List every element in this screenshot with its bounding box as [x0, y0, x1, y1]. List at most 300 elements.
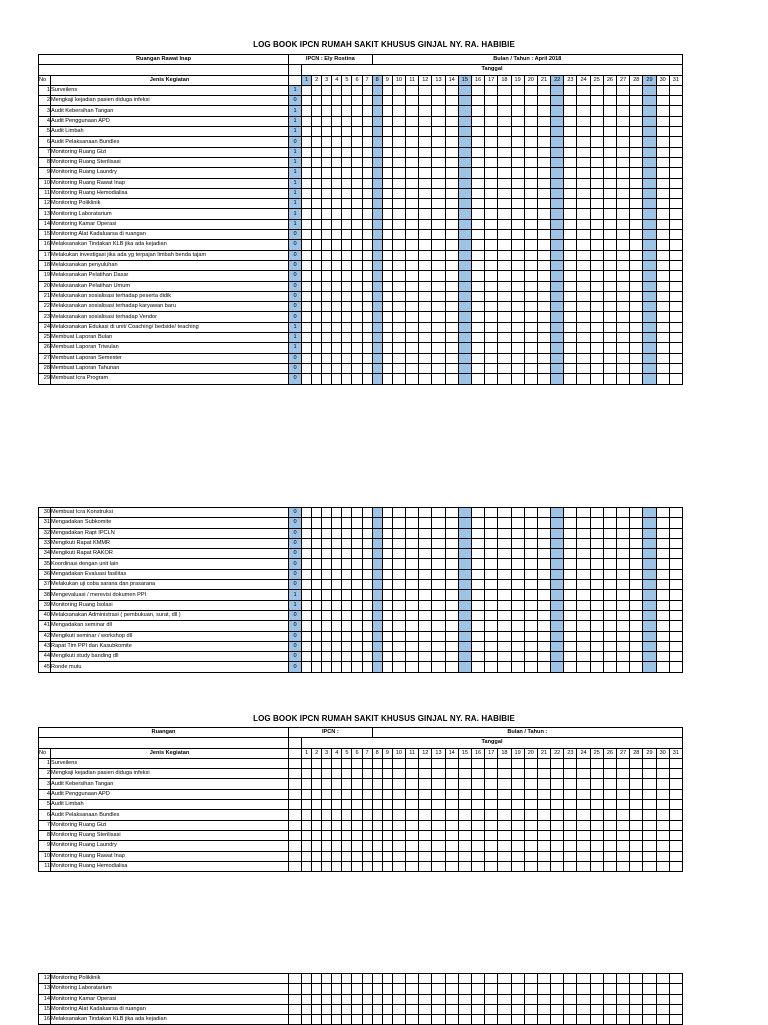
- day-cell: [342, 631, 352, 641]
- day-cell: [342, 374, 352, 384]
- day-cell: [392, 168, 405, 178]
- day-cell: [471, 147, 484, 157]
- day-cell: [406, 518, 419, 528]
- row-number: 13: [39, 209, 51, 219]
- row-number: 31: [39, 518, 51, 528]
- day-cell: [362, 528, 372, 538]
- day-cell: [498, 363, 511, 373]
- day-cell: [551, 631, 564, 641]
- table-row: [39, 230, 683, 240]
- day-cell: [406, 260, 419, 270]
- day-cell: [498, 271, 511, 281]
- day-cell: [485, 569, 498, 579]
- day-cell: [630, 820, 643, 830]
- day-cell: [564, 116, 577, 126]
- day-cell: [656, 157, 669, 167]
- day-cell: [322, 641, 332, 651]
- day-cell: [372, 219, 382, 229]
- day-cell: [312, 830, 322, 840]
- day-cell: [485, 116, 498, 126]
- day-cell: [564, 508, 577, 518]
- blank-cell: [289, 65, 302, 75]
- day-cell: [458, 333, 471, 343]
- day-cell: [458, 343, 471, 353]
- day-cell: [617, 559, 630, 569]
- day-cell: [445, 580, 458, 590]
- day-cell: [537, 800, 550, 810]
- day-cell: [352, 830, 362, 840]
- day-cell: [392, 374, 405, 384]
- day-cell: [419, 580, 432, 590]
- day-cell: [445, 621, 458, 631]
- activity-name: Melaksanakan Administrasi ( pembukuan, surat, dll ): [51, 610, 289, 620]
- day-cell: [577, 178, 590, 188]
- row-number: 43: [39, 641, 51, 651]
- day-number: 2: [312, 748, 322, 758]
- day-cell: [551, 662, 564, 672]
- day-cell: [551, 147, 564, 157]
- day-cell: [511, 116, 524, 126]
- day-number: 26: [603, 748, 616, 758]
- activity-count: 1: [289, 168, 302, 178]
- day-cell: [471, 830, 484, 840]
- day-cell: [352, 199, 362, 209]
- activity-name: Membuat Laporan Semester: [51, 353, 289, 363]
- day-cell: [643, 168, 656, 178]
- bulan-tahun-label: Bulan / Tahun : April 2018: [372, 55, 682, 65]
- activity-count: [289, 758, 302, 768]
- day-cell: [656, 800, 669, 810]
- activity-count: 0: [289, 137, 302, 147]
- day-cell: [352, 96, 362, 106]
- day-cell: [511, 199, 524, 209]
- day-cell: [332, 147, 342, 157]
- activity-count: 0: [289, 312, 302, 322]
- day-cell: [551, 188, 564, 198]
- day-cell: [590, 322, 603, 332]
- day-cell: [498, 528, 511, 538]
- day-cell: [372, 147, 382, 157]
- day-cell: [382, 199, 392, 209]
- day-cell: [669, 518, 682, 528]
- day-cell: [498, 230, 511, 240]
- day-cell: [382, 271, 392, 281]
- table-row: [39, 127, 683, 137]
- day-cell: [458, 260, 471, 270]
- day-cell: [617, 851, 630, 861]
- day-cell: [322, 199, 332, 209]
- bulan-tahun-label: Bulan / Tahun :: [372, 728, 682, 738]
- day-cell: [445, 974, 458, 984]
- table-row: [39, 1015, 683, 1025]
- day-number: 5: [342, 75, 352, 85]
- day-cell: [485, 188, 498, 198]
- day-cell: [564, 984, 577, 994]
- day-cell: [302, 188, 312, 198]
- day-cell: [524, 549, 537, 559]
- day-cell: [656, 810, 669, 820]
- day-cell: [322, 333, 332, 343]
- day-cell: [332, 758, 342, 768]
- day-cell: [445, 240, 458, 250]
- day-cell: [669, 800, 682, 810]
- day-cell: [524, 580, 537, 590]
- day-cell: [511, 85, 524, 95]
- day-cell: [537, 810, 550, 820]
- day-cell: [332, 353, 342, 363]
- day-cell: [564, 590, 577, 600]
- day-cell: [332, 600, 342, 610]
- day-cell: [392, 322, 405, 332]
- day-cell: [511, 230, 524, 240]
- day-cell: [643, 810, 656, 820]
- day-cell: [537, 769, 550, 779]
- day-cell: [322, 127, 332, 137]
- day-cell: [332, 188, 342, 198]
- day-number: 21: [537, 75, 550, 85]
- day-cell: [603, 974, 616, 984]
- day-cell: [603, 85, 616, 95]
- day-cell: [312, 662, 322, 672]
- day-cell: [577, 652, 590, 662]
- row-number: 15: [39, 1004, 51, 1014]
- activity-name: Mengikuti Rapat RAKOR: [51, 549, 289, 559]
- day-cell: [471, 291, 484, 301]
- day-cell: [564, 147, 577, 157]
- day-cell: [372, 779, 382, 789]
- day-cell: [511, 861, 524, 871]
- day-cell: [471, 199, 484, 209]
- day-cell: [669, 116, 682, 126]
- day-cell: [471, 127, 484, 137]
- day-number: 22: [551, 75, 564, 85]
- day-cell: [322, 610, 332, 620]
- day-cell: [617, 549, 630, 559]
- day-cell: [511, 994, 524, 1004]
- day-cell: [302, 984, 312, 994]
- day-cell: [432, 631, 445, 641]
- day-cell: [471, 984, 484, 994]
- day-cell: [352, 621, 362, 631]
- day-cell: [458, 250, 471, 260]
- day-cell: [498, 116, 511, 126]
- day-number: 24: [577, 75, 590, 85]
- day-cell: [643, 528, 656, 538]
- day-cell: [603, 569, 616, 579]
- day-cell: [485, 830, 498, 840]
- no-label: No: [39, 75, 51, 85]
- day-cell: [669, 85, 682, 95]
- row-number: 34: [39, 549, 51, 559]
- day-cell: [485, 199, 498, 209]
- day-cell: [669, 851, 682, 861]
- day-cell: [564, 168, 577, 178]
- day-cell: [312, 851, 322, 861]
- day-cell: [498, 631, 511, 641]
- day-cell: [432, 363, 445, 373]
- day-cell: [656, 641, 669, 651]
- day-cell: [498, 302, 511, 312]
- day-cell: [617, 810, 630, 820]
- day-cell: [471, 219, 484, 229]
- table-row: [39, 830, 683, 840]
- day-cell: [617, 841, 630, 851]
- row-number: 5: [39, 800, 51, 810]
- day-cell: [342, 559, 352, 569]
- day-cell: [511, 147, 524, 157]
- day-cell: [362, 652, 372, 662]
- day-cell: [603, 800, 616, 810]
- row-number: 2: [39, 769, 51, 779]
- day-number: 30: [656, 748, 669, 758]
- day-cell: [392, 631, 405, 641]
- day-cell: [419, 291, 432, 301]
- day-cell: [352, 851, 362, 861]
- day-cell: [419, 984, 432, 994]
- day-cell: [372, 810, 382, 820]
- row-number: 10: [39, 851, 51, 861]
- day-cell: [312, 559, 322, 569]
- day-cell: [382, 569, 392, 579]
- day-cell: [372, 662, 382, 672]
- day-cell: [362, 800, 372, 810]
- day-cell: [656, 127, 669, 137]
- day-number: 13: [432, 75, 445, 85]
- day-cell: [392, 769, 405, 779]
- table-row: [39, 137, 683, 147]
- day-cell: [392, 260, 405, 270]
- day-cell: [382, 851, 392, 861]
- day-cell: [322, 137, 332, 147]
- day-cell: [406, 994, 419, 1004]
- day-cell: [406, 538, 419, 548]
- day-cell: [392, 343, 405, 353]
- activity-count: 0: [289, 260, 302, 270]
- day-cell: [322, 353, 332, 363]
- day-cell: [524, 374, 537, 384]
- day-cell: [362, 312, 372, 322]
- day-cell: [537, 343, 550, 353]
- day-cell: [669, 590, 682, 600]
- day-cell: [445, 789, 458, 799]
- day-cell: [342, 209, 352, 219]
- day-cell: [669, 974, 682, 984]
- day-cell: [577, 291, 590, 301]
- day-cell: [342, 188, 352, 198]
- row-number: 39: [39, 600, 51, 610]
- row-number: 6: [39, 810, 51, 820]
- day-cell: [577, 85, 590, 95]
- day-cell: [406, 96, 419, 106]
- day-cell: [524, 219, 537, 229]
- day-cell: [342, 779, 352, 789]
- day-cell: [362, 518, 372, 528]
- day-cell: [630, 528, 643, 538]
- day-cell: [656, 758, 669, 768]
- row-number: 12: [39, 199, 51, 209]
- day-cell: [669, 302, 682, 312]
- day-cell: [458, 861, 471, 871]
- day-cell: [332, 250, 342, 260]
- day-cell: [312, 631, 322, 641]
- day-cell: [577, 610, 590, 620]
- day-cell: [564, 621, 577, 631]
- day-cell: [498, 810, 511, 820]
- day-number: 27: [617, 75, 630, 85]
- day-cell: [312, 590, 322, 600]
- day-cell: [617, 260, 630, 270]
- day-cell: [643, 322, 656, 332]
- day-cell: [382, 994, 392, 1004]
- day-cell: [322, 219, 332, 229]
- day-cell: [392, 518, 405, 528]
- day-cell: [392, 116, 405, 126]
- day-cell: [630, 559, 643, 569]
- day-cell: [392, 147, 405, 157]
- activity-count: [289, 820, 302, 830]
- day-cell: [498, 353, 511, 363]
- day-cell: [332, 590, 342, 600]
- day-cell: [445, 994, 458, 1004]
- day-cell: [362, 851, 372, 861]
- day-cell: [458, 631, 471, 641]
- day-cell: [382, 820, 392, 830]
- day-cell: [382, 353, 392, 363]
- day-cell: [511, 157, 524, 167]
- day-cell: [372, 250, 382, 260]
- day-cell: [312, 610, 322, 620]
- day-cell: [312, 322, 322, 332]
- day-cell: [643, 147, 656, 157]
- day-cell: [669, 157, 682, 167]
- day-cell: [432, 652, 445, 662]
- day-cell: [498, 652, 511, 662]
- day-cell: [352, 549, 362, 559]
- day-cell: [312, 333, 322, 343]
- activity-name: Monitoring Poliklinik: [51, 199, 289, 209]
- activity-count: 1: [289, 188, 302, 198]
- day-cell: [392, 528, 405, 538]
- day-cell: [498, 199, 511, 209]
- day-cell: [342, 652, 352, 662]
- day-cell: [669, 271, 682, 281]
- day-cell: [406, 1004, 419, 1014]
- day-cell: [392, 830, 405, 840]
- day-cell: [511, 810, 524, 820]
- day-cell: [551, 994, 564, 1004]
- table-row: [39, 353, 683, 363]
- day-cell: [445, 333, 458, 343]
- day-cell: [537, 974, 550, 984]
- day-cell: [362, 85, 372, 95]
- activity-name: Mengkaji kejadian pasien diduga infeksi: [51, 769, 289, 779]
- day-cell: [406, 861, 419, 871]
- day-cell: [372, 374, 382, 384]
- day-cell: [577, 168, 590, 178]
- day-cell: [511, 769, 524, 779]
- day-cell: [332, 281, 342, 291]
- activity-count: 1: [289, 333, 302, 343]
- day-cell: [372, 518, 382, 528]
- day-cell: [643, 518, 656, 528]
- table-row: [39, 569, 683, 579]
- day-cell: [471, 600, 484, 610]
- day-cell: [342, 549, 352, 559]
- activity-count: 0: [289, 374, 302, 384]
- day-cell: [458, 800, 471, 810]
- day-cell: [332, 374, 342, 384]
- activity-name: Melaksanakan penyuluhan: [51, 260, 289, 270]
- day-cell: [342, 508, 352, 518]
- day-cell: [432, 96, 445, 106]
- day-cell: [498, 861, 511, 871]
- day-cell: [643, 538, 656, 548]
- day-cell: [603, 137, 616, 147]
- day-cell: [362, 374, 372, 384]
- day-cell: [382, 96, 392, 106]
- day-cell: [498, 610, 511, 620]
- day-cell: [603, 841, 616, 851]
- day-cell: [432, 641, 445, 651]
- day-cell: [564, 209, 577, 219]
- day-cell: [498, 127, 511, 137]
- day-cell: [312, 168, 322, 178]
- day-cell: [302, 820, 312, 830]
- day-cell: [322, 569, 332, 579]
- day-cell: [322, 662, 332, 672]
- table-row: [39, 199, 683, 209]
- day-cell: [551, 769, 564, 779]
- day-cell: [342, 758, 352, 768]
- day-cell: [392, 841, 405, 851]
- day-cell: [471, 209, 484, 219]
- row-number: 27: [39, 353, 51, 363]
- day-cell: [630, 549, 643, 559]
- day-cell: [485, 260, 498, 270]
- day-cell: [382, 116, 392, 126]
- activity-name: Mengadakan Rapt IPCLN: [51, 528, 289, 538]
- day-cell: [485, 580, 498, 590]
- day-cell: [419, 841, 432, 851]
- day-cell: [471, 652, 484, 662]
- day-cell: [382, 250, 392, 260]
- day-cell: [564, 631, 577, 641]
- day-cell: [445, 652, 458, 662]
- day-cell: [419, 219, 432, 229]
- day-cell: [362, 559, 372, 569]
- day-cell: [630, 240, 643, 250]
- day-cell: [511, 291, 524, 301]
- day-cell: [537, 641, 550, 651]
- day-cell: [419, 333, 432, 343]
- activity-name: Mengadakan Evaluasi fasilitas: [51, 569, 289, 579]
- day-cell: [564, 85, 577, 95]
- day-cell: [643, 219, 656, 229]
- day-cell: [406, 820, 419, 830]
- day-cell: [564, 994, 577, 1004]
- table-row: [39, 343, 683, 353]
- day-cell: [352, 590, 362, 600]
- row-number: 41: [39, 621, 51, 631]
- log-book-2-table-continued: [38, 973, 683, 1025]
- day-cell: [498, 830, 511, 840]
- day-cell: [643, 600, 656, 610]
- day-cell: [382, 209, 392, 219]
- day-cell: [537, 569, 550, 579]
- day-cell: [458, 96, 471, 106]
- day-cell: [471, 559, 484, 569]
- day-cell: [537, 157, 550, 167]
